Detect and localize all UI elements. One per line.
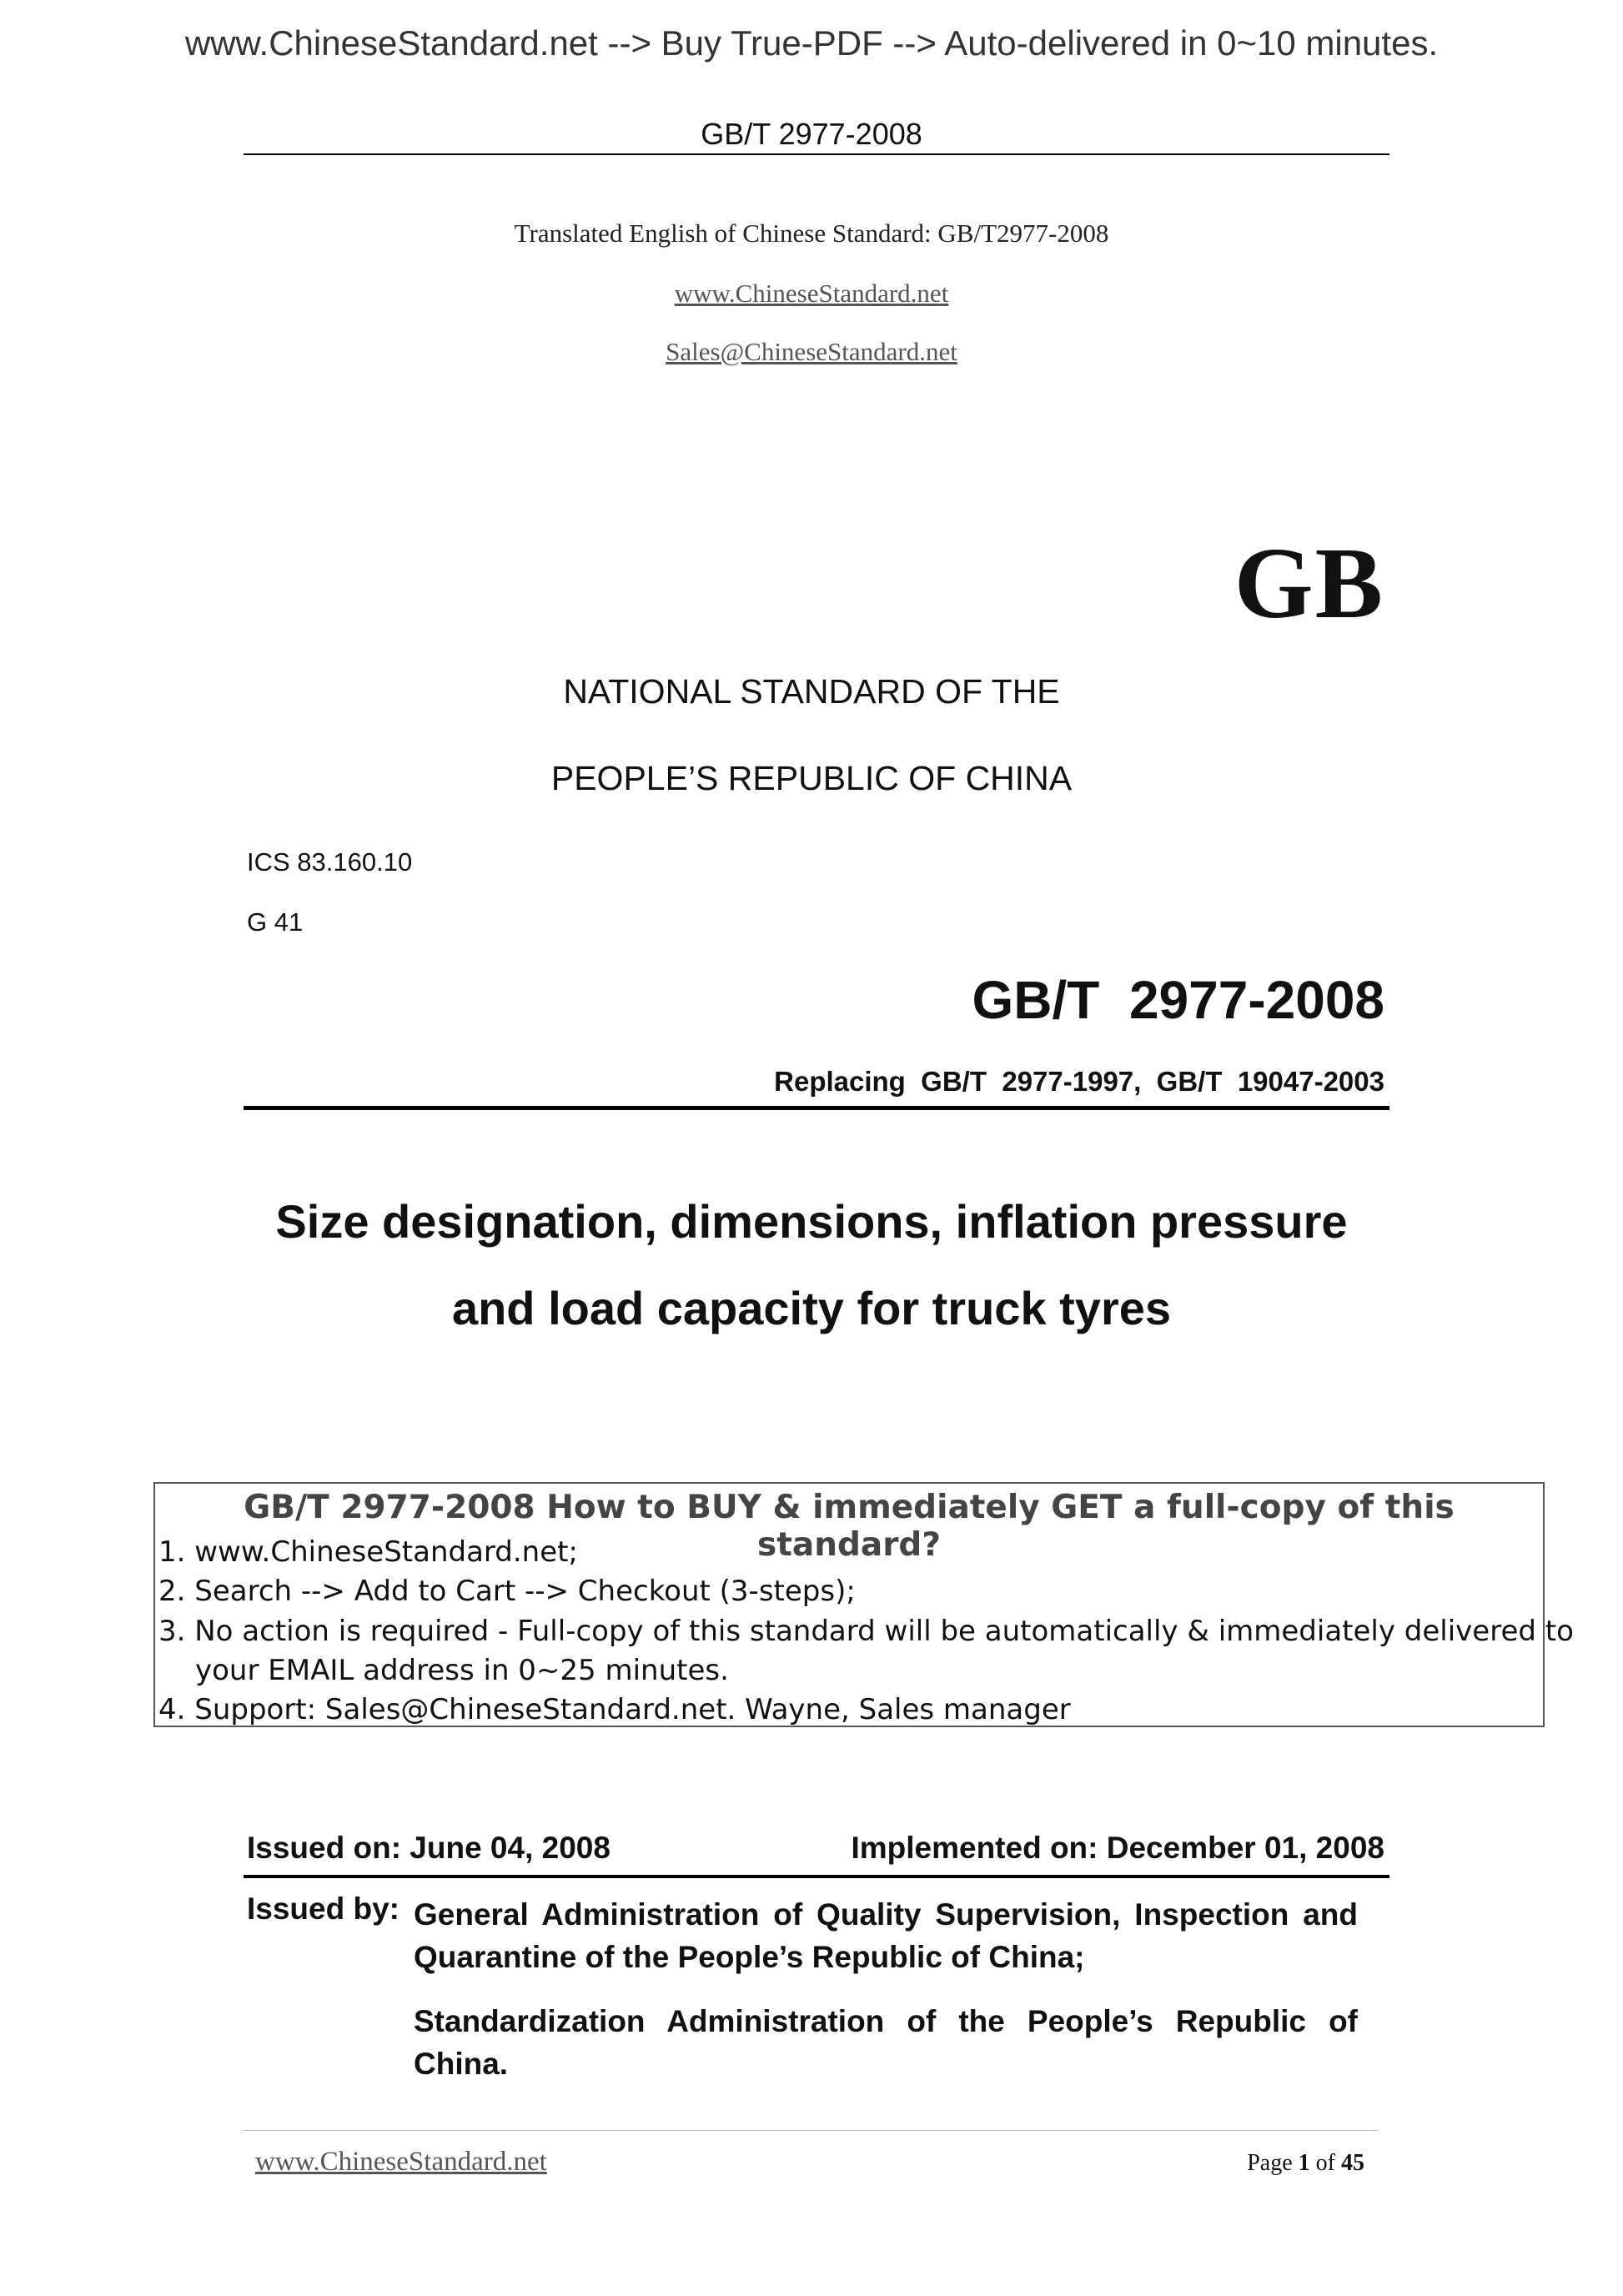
email-link-wrapper (0, 337, 1623, 367)
classification-code: G 41 (247, 907, 304, 937)
email-link[interactable]: Sales@ChineseStandard.net (666, 337, 957, 366)
translated-line: Translated English of Chinese Standard: GB/T2977-2008 (514, 219, 1109, 248)
ics-code: ICS 83.160.10 (247, 847, 413, 877)
buy-step-4: 4. Support: Sales@ChineseStandard.net. Wayne, Sales manager (158, 1693, 1071, 1726)
buy-step-2: 2. Search --> Add to Cart --> Checkout (3-steps); (158, 1575, 856, 1608)
site-link[interactable]: www.ChineseStandard.net (674, 279, 949, 308)
header-divider (244, 153, 1389, 155)
page-number-prefix: Page (1247, 2150, 1299, 2176)
buy-step-3: 3. No action is required - Full-copy of this standard will be automatically & immediately delivered to (158, 1615, 1574, 1648)
footer-site-link[interactable]: www.ChineseStandard.net (255, 2147, 547, 2177)
replacing-line: Replacing GB/T 2977-1997, GB/T 19047-2003 (774, 1066, 1384, 1097)
issued-on-date: Issued on: June 04, 2008 (247, 1831, 611, 1865)
page-number-middle: of (1309, 2150, 1341, 2176)
page-total: 45 (1341, 2150, 1364, 2176)
gb-mark: GB (1234, 527, 1384, 640)
top-banner: www.ChineseStandard.net --> Buy True-PDF --> Auto-delivered in 0~10 minutes. (184, 23, 1439, 63)
buy-step-1: 1. www.ChineseStandard.net; (158, 1535, 578, 1569)
national-standard-line2: PEOPLE’S REPUBLIC OF CHINA (550, 759, 1073, 797)
document-title-line1: Size designation, dimensions, inflation pressure (275, 1195, 1348, 1248)
header-standard-code: GB/T 2977-2008 (701, 117, 922, 151)
issuer-sac: Standardization Administration of the People’s Republic of China. (414, 2004, 1358, 2081)
dates-divider (244, 1875, 1389, 1878)
standard-number: GB/T 2977-2008 (972, 970, 1384, 1030)
implemented-on-date: Implemented on: December 01, 2008 (851, 1831, 1384, 1865)
site-link-wrapper (0, 279, 1623, 309)
buy-step-3-continued: your EMAIL address in 0~25 minutes. (195, 1654, 729, 1687)
national-standard-line1: NATIONAL STANDARD OF THE (563, 672, 1060, 711)
footer-divider (244, 2130, 1378, 2131)
issued-by-label: Issued by: (247, 1892, 399, 1926)
issuer-gaqsiq: General Administration of Quality Supervision, Inspection and Quarantine of the People’s Republic of China; (414, 1897, 1358, 1974)
buy-box-heading: GB/T 2977-2008 How to BUY & immediately GET a full-copy of this standard? (244, 1489, 1455, 1564)
page-current: 1 (1298, 2150, 1310, 2176)
number-divider (244, 1106, 1389, 1110)
document-title-line2: and load capacity for truck tyres (451, 1282, 1172, 1334)
buy-info-box (153, 1482, 1574, 1727)
page-number (1247, 2150, 1364, 2177)
footer-link-wrapper (255, 2147, 547, 2178)
